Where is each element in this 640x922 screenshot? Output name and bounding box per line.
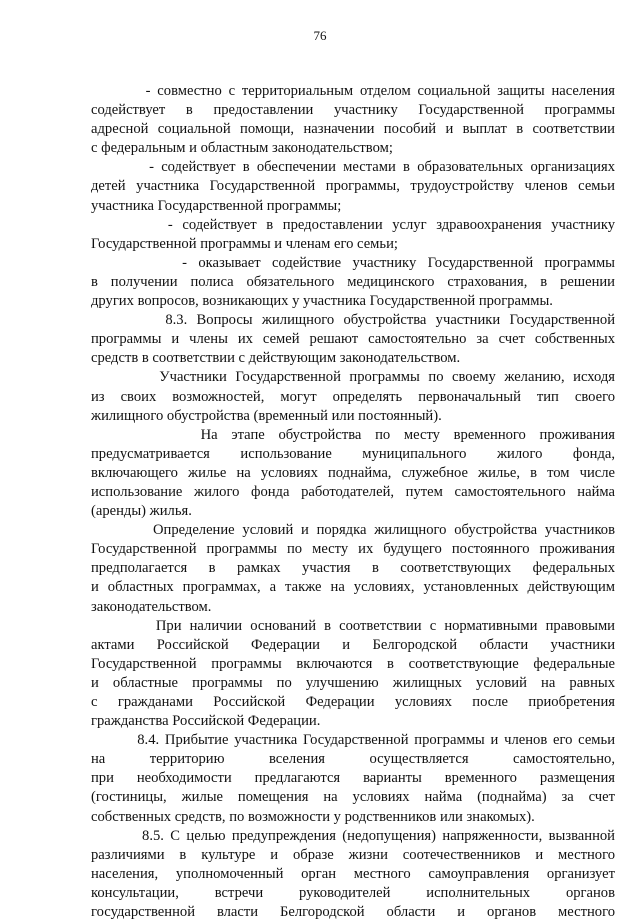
text-line: жилищного обустройства (временный или постоянный). — [91, 407, 442, 424]
text-line: Государственной программы по месту их будущего постоянного проживания — [91, 541, 615, 558]
text-line: - совместно с территориальным отделом социальной защиты населения — [91, 83, 615, 99]
text-line: включающего жилье на условиях поднайма, служебное жилье, в том числе — [91, 464, 615, 481]
text-line: предполагается в рамках участия в соответствующих федеральных — [91, 560, 615, 577]
text-line: (аренды) жилья. — [91, 503, 192, 520]
text-line: предусматривается использование муниципального жилого фонда, — [91, 445, 615, 462]
text-line: других вопросов, возникающих у участника Государственной программы. — [91, 293, 553, 310]
text-line: Участники Государственной программы по своему желанию, исходя — [91, 369, 615, 386]
text-line: Государственной программы и членам его семьи; — [91, 235, 398, 252]
text-line: и областных программах, а также на условиях, установленных действующим — [91, 579, 615, 596]
text-line: с гражданами Российской Федерации условиях после приобретения — [91, 694, 615, 710]
text-line: 8.5. С целью предупреждения (недопущения) напряженности, вызванной — [91, 827, 615, 844]
text-line: программы и члены их семей решают самостоятельно за счет собственных — [91, 331, 615, 348]
text-line: средств в соответствии с действующим законодательством. — [91, 350, 461, 367]
text-line: с федеральным и областным законодательством; — [91, 140, 393, 157]
page-number: 76 — [313, 28, 327, 43]
text-line: (гостиницы, жилые помещения на условиях найма (поднайма) за счет — [91, 789, 615, 806]
body-text — [91, 82, 615, 922]
text-line: - оказывает содействие участнику Государственной программы — [91, 254, 615, 271]
text-line: гражданства Российской Федерации. — [91, 713, 321, 730]
text-line: участника Государственной программы; — [91, 197, 342, 214]
text-line: различиями в культуре и образе жизни соотечественников и местного — [91, 846, 615, 863]
text-line: при необходимости предлагаются варианты временного размещения — [91, 770, 615, 787]
text-line: населения, уполномоченный орган местного самоуправления организует — [91, 865, 615, 882]
text-line: собственных средств, по возможности у родственников или знакомых). — [91, 808, 535, 825]
text-line: содействует в предоставлении участнику Государственной программы — [91, 102, 615, 119]
text-line: государственной власти Белгородской области и органов местного — [91, 904, 615, 921]
text-line: актами Российской Федерации и Белгородской области участники — [91, 636, 615, 653]
text-line: детей участника Государственной программы, трудоустройству членов семьи — [91, 178, 615, 195]
text-line: консультации, встречи руководителей исполнительных органов — [91, 884, 615, 901]
text-line: из своих возможностей, могут определять первоначальный тип своего — [91, 388, 615, 405]
text-line: Определение условий и порядка жилищного обустройства участников — [91, 522, 615, 539]
text-line: - содействует в предоставлении услуг здравоохранения участнику — [91, 216, 615, 233]
text-line: на территорию вселения осуществляется самостоятельно, — [91, 751, 615, 768]
text-line: 8.3. Вопросы жилищного обустройства участники Государственной — [91, 312, 615, 329]
text-line: - содействует в обеспечении местами в образовательных организациях — [91, 159, 615, 176]
text-line: Государственной программы включаются в соответствующие федеральные — [91, 655, 615, 672]
text-line: адресной социальной помощи, назначении пособий и выплат в соответствии — [91, 121, 615, 138]
text-line: При наличии оснований в соответствии с нормативными правовыми — [91, 617, 615, 634]
text-line: 8.4. Прибытие участника Государственной программы и членов его семьи — [91, 732, 615, 749]
text-line: На этапе обустройства по месту временного проживания — [91, 426, 615, 443]
text-line: в получении полиса обязательного медицинского страхования, в решении — [91, 273, 615, 290]
text-line: законодательством. — [91, 598, 212, 615]
text-line: и областные программы по улучшению жилищных условий на равных — [91, 674, 615, 691]
text-line: использование жилого фонда работодателей, путем самостоятельного найма — [91, 483, 615, 500]
